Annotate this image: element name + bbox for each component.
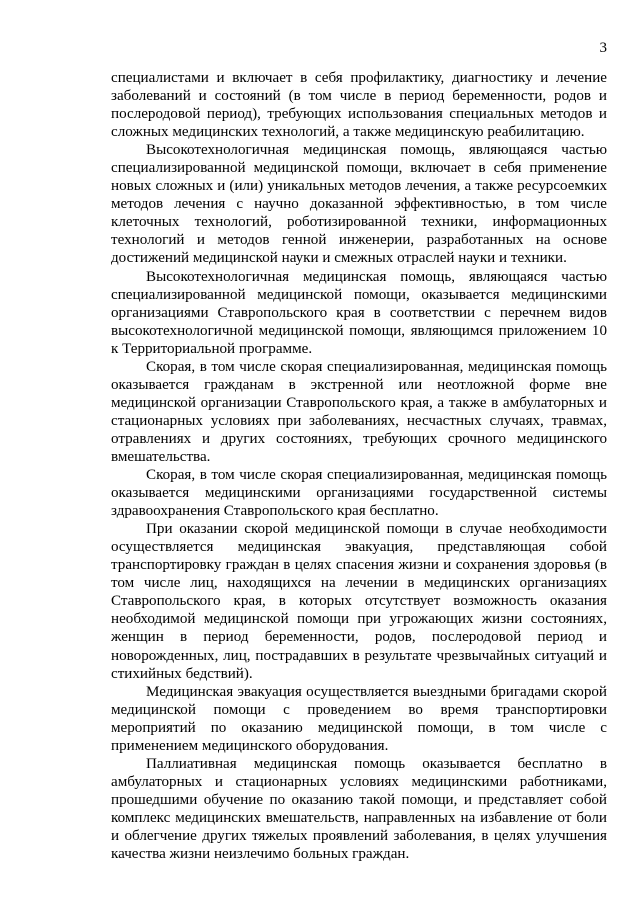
paragraph-evacuation-teams: Медицинская эвакуация осуществляется выездными бригадами скорой медицинской помощи с проведением во время транспортировки мероприятий по оказанию медицинской помощи, в том числе с применением медицинского оборудования.	[111, 683, 607, 754]
body-text	[111, 69, 607, 863]
paragraph-high-tech-care-definition: Высокотехнологичная медицинская помощь, являющаяся частью специализированной медицинской помощи, включает в себя применение новых сложных и (или) уникальных методов лечения, а также ресурсоемких методов лечения с научно доказанной эффективностью, в том числе клеточных технологий, роботизированной техники, информационных технологий и методов генной инженерии, разработанных на основе достижений медицинской науки и смежных отраслей науки и техники.	[111, 142, 607, 267]
paragraph-emergency-care-free: Скорая, в том числе скорая специализированная, медицинская помощь оказывается медицинскими организациями государственной системы здравоохранения Ставропольского края бесплатно.	[111, 467, 607, 520]
paragraph-palliative-care: Паллиативная медицинская помощь оказывается бесплатно в амбулаторных и стационарных условиях медицинскими работниками, прошедшими обучение по оказанию такой помощи, и представляет собой комплекс медицинских вмешательств, направленных на избавление от боли и облегчение других тяжелых проявлений заболевания, в целях улучшения качества жизни неизлечимо больных граждан.	[111, 755, 607, 863]
paragraph-continuation: специалистами и включает в себя профилактику, диагностику и лечение заболеваний и состояний (в том числе в период беременности, родов и послеродовой период), требующих использования специальных методов и сложных медицинских технологий, а также медицинскую реабилитацию.	[111, 70, 607, 141]
paragraph-high-tech-care-providers: Высокотехнологичная медицинская помощь, являющаяся частью специализированной медицинской помощи, оказывается медицинскими организациями Ставропольского края в соответствии с перечнем видов высокотехнологичной медицинской помощи, являющимся приложением 10 к Территориальной программе.	[111, 268, 607, 357]
paragraph-emergency-care-conditions: Скорая, в том числе скорая специализированная, медицинская помощь оказывается гражданам в экстренной или неотложной форме вне медицинской организации Ставропольского края, а также в амбулаторных и стационарных условиях при заболеваниях, несчастных случаях, травмах, отравлениях и других состояниях, требующих срочного медицинского вмешательства.	[111, 358, 607, 465]
paragraph-medical-evacuation: При оказании скорой медицинской помощи в случае необходимости осуществляется медицинская эвакуация, представляющая собой транспортировку граждан в целях спасения жизни и сохранения здоровья (в том числе лиц, находящихся на лечении в медицинских организациях Ставропольского края, в которых отсутствует возможность оказания необходимой медицинской помощи при угрожающих жизни состояниях, женщин в период беременности, родов, послеродовой период и новорожденных, лиц, пострадавших в результате чрезвычайных ситуаций и стихийных бедствий).	[111, 521, 607, 682]
page-number: 3	[599, 40, 607, 56]
